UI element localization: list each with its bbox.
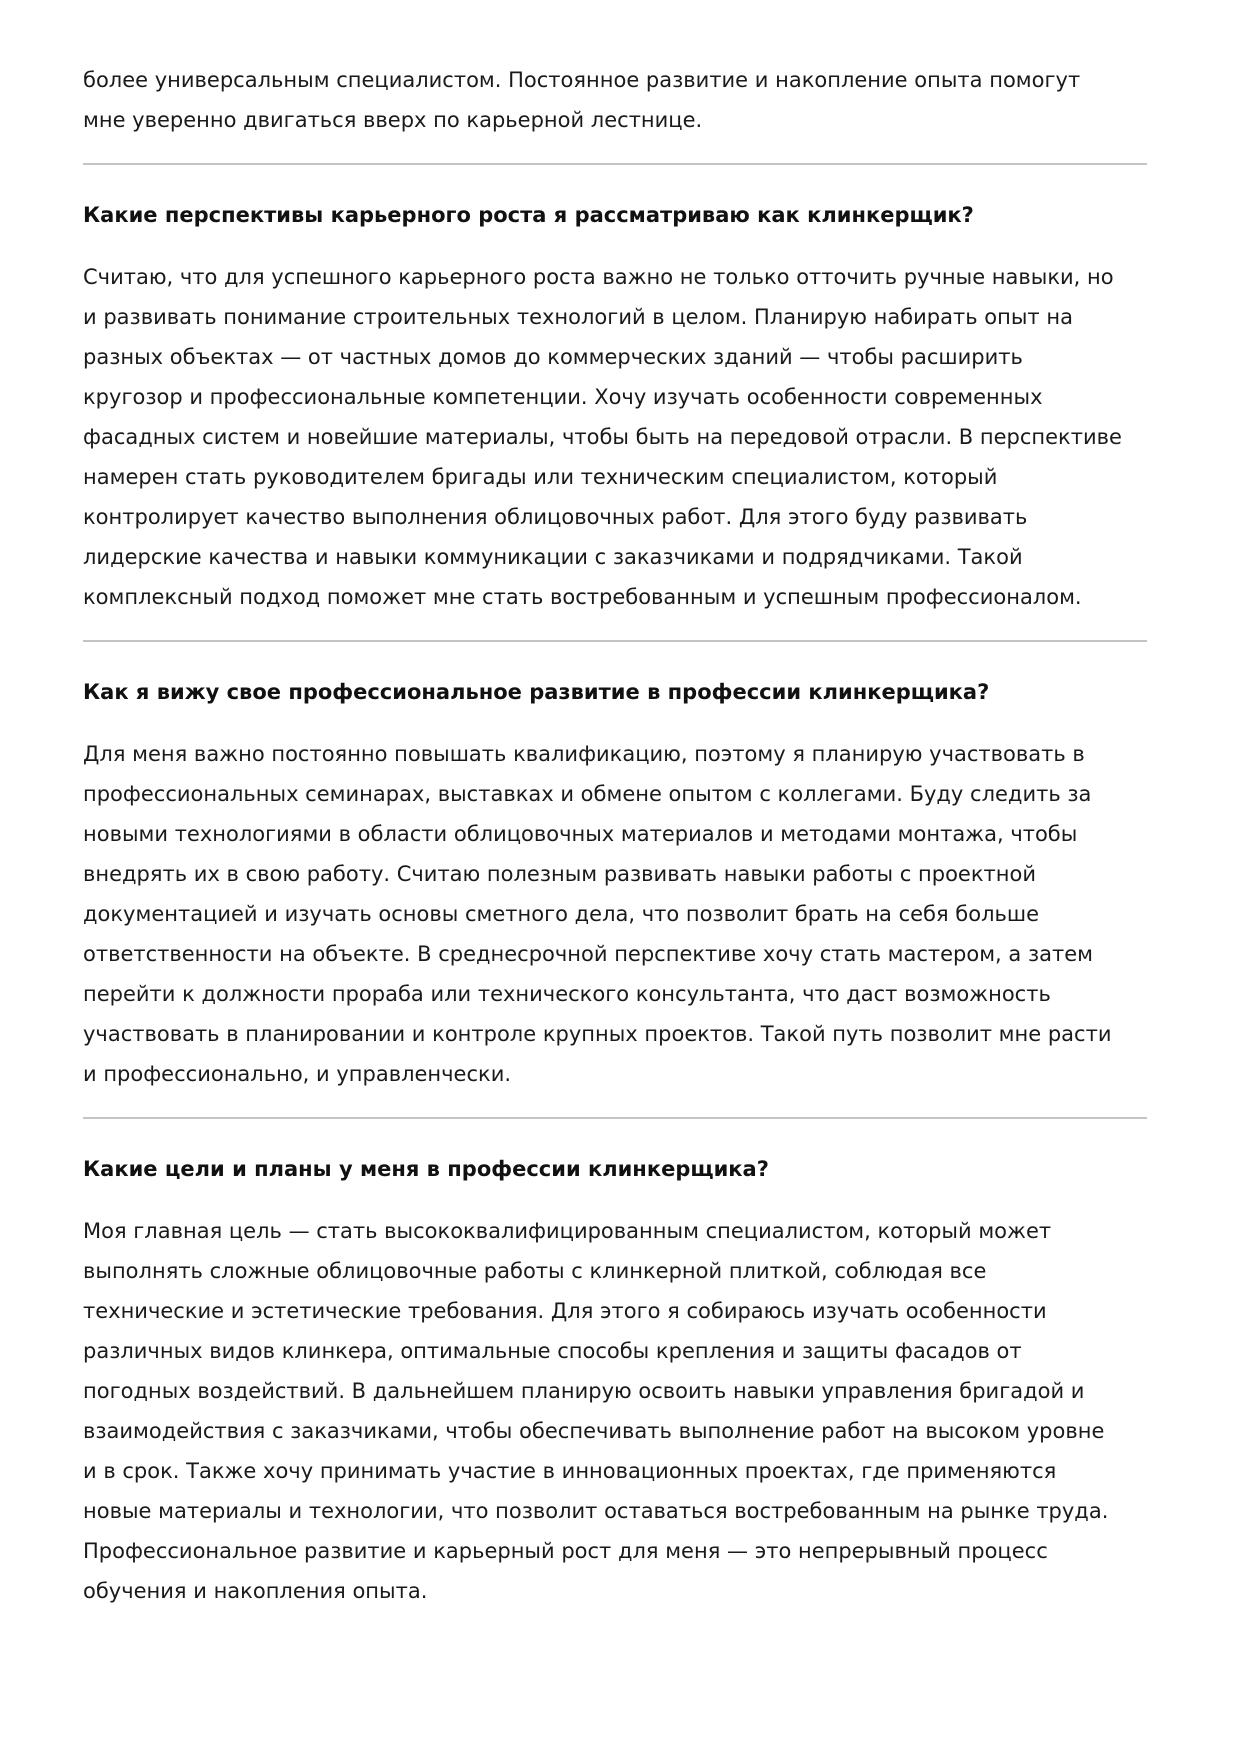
text-line: мне уверенно двигаться вверх по карьерной лестнице.	[83, 108, 703, 132]
section-heading: Какие цели и планы у меня в профессии клинкерщика?	[83, 1157, 769, 1181]
text-line: взаимодействия с заказчиками, чтобы обеспечивать выполнение работ на высоком уровне	[83, 1419, 1105, 1443]
text-line: Моя главная цель — стать высококвалифицированным специалистом, который может	[83, 1219, 1052, 1243]
text-line: технические и эстетические требования. Для этого я собираюсь изучать особенности	[83, 1299, 1047, 1323]
text-line: профессиональных семинарах, выставках и обмене опытом с коллегами. Буду следить за	[83, 782, 1092, 806]
text-line: перейти к должности прораба или технического консультанта, что даст возможность	[83, 982, 1051, 1006]
intro-paragraph	[83, 60, 1147, 140]
text-line: ответственности на объекте. В среднесрочной перспективе хочу стать мастером, а затем	[83, 942, 1093, 966]
text-line: более универсальным специалистом. Постоянное развитие и накопление опыта помогут	[83, 68, 1081, 92]
text-line: кругозор и профессиональные компетенции. Хочу изучать особенности современных	[83, 385, 1043, 409]
section-paragraph	[83, 1211, 1147, 1611]
text-line: контролирует качество выполнения облицовочных работ. Для этого буду развивать	[83, 505, 1028, 529]
text-line: Считаю, что для успешного карьерного роста важно не только отточить ручные навыки, но	[83, 265, 1114, 289]
text-line: фасадных систем и новейшие материалы, чтобы быть на передовой отрасли. В перспективе	[83, 425, 1122, 449]
text-line: и профессионально, и управленчески.	[83, 1062, 512, 1086]
section-heading: Какие перспективы карьерного роста я рассматриваю как клинкерщик?	[83, 203, 974, 227]
text-line: Для меня важно постоянно повышать квалификацию, поэтому я планирую участвовать в	[83, 742, 1085, 766]
section-paragraph	[83, 734, 1147, 1094]
text-line: различных видов клинкера, оптимальные способы крепления и защиты фасадов от	[83, 1339, 1022, 1363]
section-heading: Как я вижу свое профессиональное развитие в профессии клинкерщика?	[83, 680, 990, 704]
text-line: погодных воздействий. В дальнейшем планирую освоить навыки управления бригадой и	[83, 1379, 1085, 1403]
text-line: новые материалы и технологии, что позволит оставаться востребованным на рынке труда.	[83, 1499, 1109, 1523]
section-paragraph	[83, 257, 1147, 617]
text-line: и в срок. Также хочу принимать участие в инновационных проектах, где применяются	[83, 1459, 1057, 1483]
text-line: новыми технологиями в области облицовочных материалов и методами монтажа, чтобы	[83, 822, 1078, 846]
section-divider	[83, 163, 1147, 165]
text-line: лидерские качества и навыки коммуникации с заказчиками и подрядчиками. Такой	[83, 545, 1023, 569]
text-line: Профессиональное развитие и карьерный рост для меня — это непрерывный процесс	[83, 1539, 1048, 1563]
text-line: участвовать в планировании и контроле крупных проектов. Такой путь позволит мне расти	[83, 1022, 1112, 1046]
text-line: обучения и накопления опыта.	[83, 1579, 428, 1603]
section-divider	[83, 1117, 1147, 1119]
text-line: внедрять их в свою работу. Считаю полезным развивать навыки работы с проектной	[83, 862, 1036, 886]
text-line: документацией и изучать основы сметного дела, что позволит брать на себя больше	[83, 902, 1040, 926]
text-line: намерен стать руководителем бригады или техническим специалистом, который	[83, 465, 998, 489]
text-line: и развивать понимание строительных технологий в целом. Планирую набирать опыт на	[83, 305, 1073, 329]
text-line: выполнять сложные облицовочные работы с клинкерной плиткой, соблюдая все	[83, 1259, 987, 1283]
section-divider	[83, 640, 1147, 642]
text-line: комплексный подход поможет мне стать востребованным и успешным профессионалом.	[83, 585, 1082, 609]
text-line: разных объектах — от частных домов до коммерческих зданий — чтобы расширить	[83, 345, 1023, 369]
